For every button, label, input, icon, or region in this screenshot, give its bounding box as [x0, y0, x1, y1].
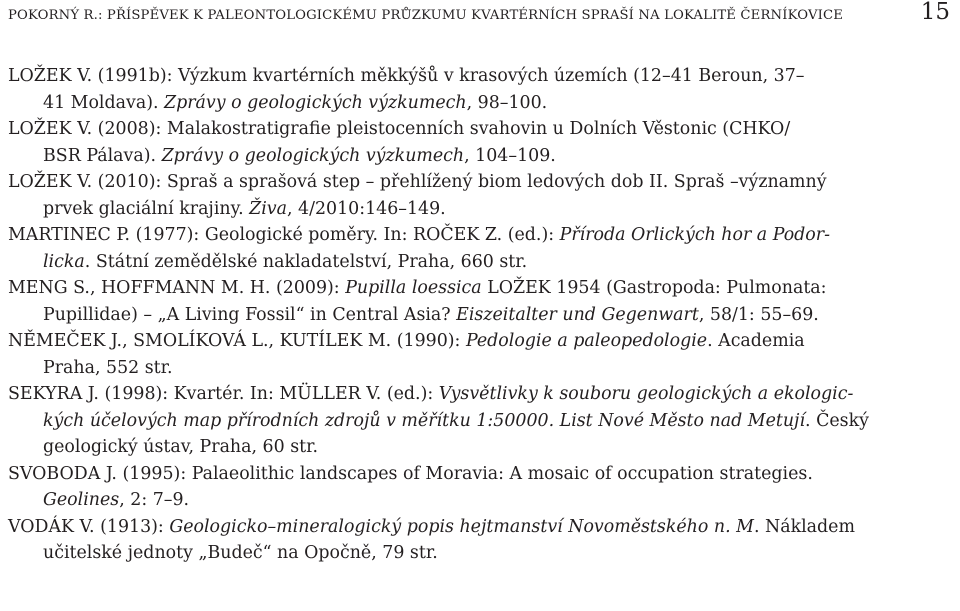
reference-text: LOŽEK V. (2008): Malakostratigrafie pleistocenních svahovin u Dolních Věstonic (CHKO/: [8, 119, 791, 139]
reference-entry: [8, 63, 952, 116]
running-title: POKORNÝ R.: PŘÍSPĚVEK K PALEONTOLOGICKÉMU PRŮZKUMU KVARTÉRNÍCH SPRAŠÍ NA LOKALITĚ ČERNÍKOVICE: [8, 8, 843, 23]
reference-text: BSR Pálava).: [43, 145, 162, 166]
reference-italic-text: Živa: [249, 198, 287, 219]
reference-italic-text: Zprávy o geologických výzkumech: [164, 92, 467, 113]
reference-entry: [8, 169, 952, 222]
reference-text: NĚMEČEK J., SMOLÍKOVÁ L., KUTÍLEK M. (1990):: [8, 331, 466, 351]
reference-text: . Státní zemědělské nakladatelství, Praha, 660 str.: [84, 251, 528, 272]
reference-entry: [8, 116, 952, 169]
reference-text: SEKYRA J. (1998): Kvartér. In: MÜLLER V. (ed.):: [8, 384, 439, 404]
reference-italic-text: Geologicko–mineralogický popis hejtmanství Novoměstského n. M: [169, 516, 754, 537]
reference-list: [8, 63, 952, 567]
reference-text: LOŽEK 1954 (Gastropoda: Pulmonata:: [481, 278, 827, 298]
reference-italic-text: Geolines: [43, 490, 120, 510]
reference-entry: [8, 222, 952, 275]
reference-entry: [8, 381, 952, 461]
reference-italic-text: Pupilla loessica: [345, 278, 482, 298]
reference-text: . Academia: [707, 331, 805, 351]
reference-text: 41 Moldava).: [43, 92, 165, 113]
reference-italic-text: Zprávy o geologických výzkumech: [161, 145, 465, 166]
reference-text: . Český: [805, 410, 869, 431]
reference-italic-text: kých účelových map přírodních zdrojů v měřítku 1:50000. List Nové Město nad Metují: [43, 410, 806, 431]
reference-text: . Nákladem: [753, 516, 855, 537]
reference-text: LOŽEK V. (2010): Spraš a sprašová step – přehlížený biom ledových dob II. Spraš –významný: [8, 172, 827, 192]
reference-italic-text: Vysvětlivky k souboru geologických a ekologic-: [438, 384, 854, 404]
reference-text: SVOBODA J. (1995): Palaeolithic landscapes of Moravia: A mosaic of occupation strategies.: [8, 463, 813, 484]
reference-text: geologický ústav, Praha, 60 str.: [43, 437, 319, 457]
reference-text: LOŽEK V. (1991b): Výzkum kvartérních měkkýšů v krasových územích (12–41 Beroun, 37–: [8, 66, 805, 86]
reference-text: VODÁK V. (1913):: [8, 516, 170, 537]
reference-text: , 104–109.: [464, 145, 556, 166]
reference-italic-text: licka: [43, 251, 85, 272]
page-number: 15: [920, 0, 950, 25]
reference-text: , 58/1: 55–69.: [698, 304, 819, 325]
reference-italic-text: Příroda Orlických hor a Podor-: [559, 225, 830, 245]
reference-text: MARTINEC P. (1977): Geologické poměry. In: ROČEK Z. (ed.):: [8, 225, 560, 245]
reference-text: , 98–100.: [466, 92, 548, 113]
reference-entry: [8, 461, 952, 514]
reference-italic-text: Eiszeitalter und Gegenwart: [456, 304, 699, 325]
reference-text: Pupillidae) – „A Living Fossil“ in Central Asia?: [43, 304, 457, 325]
reference-text: prvek glaciální krajiny.: [43, 198, 250, 219]
reference-entry: [8, 514, 952, 567]
reference-italic-text: Pedologie a paleopedologie: [465, 331, 708, 351]
page-header: [8, 0, 952, 30]
reference-text: MENG S., HOFFMANN M. H. (2009):: [8, 278, 346, 298]
reference-text: Praha, 552 str.: [43, 357, 173, 378]
reference-text: učitelské jednoty „Budeč“ na Opočně, 79 str.: [43, 543, 438, 563]
reference-entry: [8, 328, 952, 381]
reference-text: , 2: 7–9.: [119, 490, 190, 510]
reference-text: , 4/2010:146–149.: [287, 198, 446, 219]
reference-entry: [8, 275, 952, 328]
